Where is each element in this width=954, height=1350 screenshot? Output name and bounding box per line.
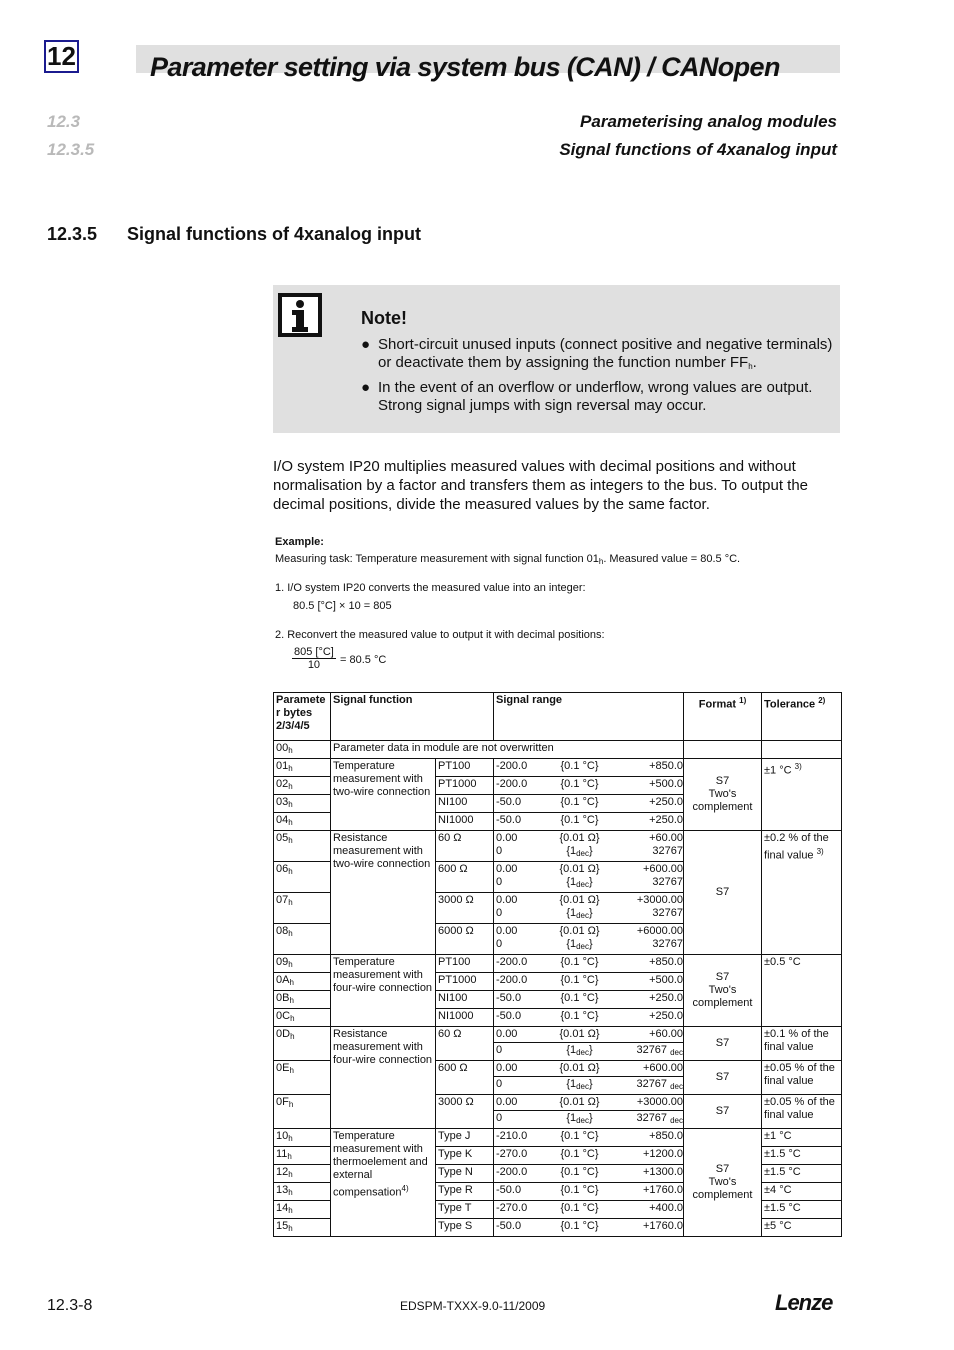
sensor-cell: 60 Ω [436,1027,494,1061]
section-number-1: 12.3 [47,112,81,131]
note-bullet-text-2: In the event of an overflow or underflow, wrong values are output. Strong signal jumps with sign reversal may occur. [378,379,813,414]
range-unit: {0.1 °C} [560,778,599,790]
range-cell [494,1165,684,1183]
range-min: 0.00 [496,925,518,937]
range-cell [494,759,684,777]
example-fraction [292,646,336,671]
range-cell [494,813,684,831]
range-min: 0.00 [496,1028,518,1040]
subscript-dec: dec [576,880,590,889]
fraction-numerator: 805 [°C] [294,646,334,658]
range-max: +1760.0 [642,1220,684,1232]
header-format [684,693,762,741]
param-cell: $11_h$ [274,1147,331,1165]
sensor-cell: PT1000 [436,777,494,795]
range-unit: {0.01 Ω} [559,832,600,844]
range-min: -50.0 [496,1184,522,1196]
range-unit: {0.01 Ω} [559,1028,600,1040]
sensor-cell: NI1000 [436,813,494,831]
header-tolerance-note: 2) [818,696,826,705]
range-unit: {0.01 Ω} [559,925,600,937]
format-cell: S7 [684,1027,762,1061]
param-cell: $14_h$ [274,1201,331,1219]
range-unit: {0.1 °C} [560,1010,599,1022]
subscript-h: h [288,929,293,938]
subscript-h: h [288,764,293,773]
page-title: Parameter setting via system bus (CAN) / CANopen [150,52,780,82]
subscript-dec: dec [576,1048,590,1057]
footer-doc-id: EDSPM-TXXX-9.0-11/2009 [400,1299,546,1313]
function-cell: Resistance measurement with two-wire connection [331,831,436,955]
range-cell [494,777,684,795]
range-max: +250.0 [649,1010,684,1022]
section-title-1: Parameterising analog modules [580,112,837,131]
range-unit: {0.1 °C} [560,1166,599,1178]
range-max: +850.0 [649,956,684,968]
subscript-h: h [288,1188,293,1197]
sensor-cell: 600 Ω [436,1061,494,1095]
range-unit: {0.01 Ω} [559,1096,600,1108]
range-line [496,1202,683,1215]
body-paragraph: I/O system IP20 multiplies measured values with decimal positions and without normalisation by a factor and transfers them as integers to the bus. To output the decimal positions, divide the measured values by the same factor. [273,458,809,513]
subscript-h: h [289,978,294,987]
range-cell [494,924,684,955]
sensor-cell: Type T [436,1201,494,1219]
range-line [496,1130,683,1143]
example-task: Measuring task: Temperature measurement with signal function $01_h$. Measured value = 80.5 °C. [275,553,741,566]
subscript-h: h [288,818,293,827]
subscript-h: h [288,898,293,907]
range-max: +1200.0 [642,1148,684,1160]
range-min: -200.0 [496,778,528,790]
param-cell: $0B_h$ [274,991,331,1009]
range-min: -200.0 [496,956,528,968]
table-row [274,741,842,759]
range-line [496,796,683,809]
range-cell [494,1219,684,1237]
header-tolerance-label: Tolerance [764,698,816,711]
range-unit: {0.1 °C} [560,760,599,772]
range-min: 0 [496,1112,503,1124]
param-cell: $13_h$ [274,1183,331,1201]
header-format-label: Format [698,698,737,711]
range-line-dec [496,938,683,953]
section-heading [47,224,421,245]
range-line [496,1010,683,1023]
range-cell [494,1201,684,1219]
sensor-cell: NI100 [436,991,494,1009]
chapter-number: 12 [44,40,79,73]
range-unit: $\{1_{dec}\}$ [566,845,593,858]
tolerance-cell: ±4 °C [762,1183,842,1201]
range-line [496,832,683,845]
range-max: +500.0 [649,778,684,790]
range-min: -50.0 [496,814,522,826]
range-unit: {0.01 Ω} [559,863,600,875]
range-line [496,1062,683,1075]
range-unit: $\{1_{dec}\}$ [566,876,593,889]
sensor-cell: 6000 Ω [436,924,494,955]
subscript-dec: dec [670,1048,684,1057]
subscript-h: h [288,1206,293,1215]
range-line [496,1184,683,1197]
range-unit: {0.1 °C} [560,1130,599,1142]
function-cell: Temperature measurement with two-wire connection [331,759,436,831]
range-min: -50.0 [496,1220,522,1232]
range-unit: {0.1 °C} [560,1184,599,1196]
subscript-h: h [288,782,293,791]
table-row [274,1129,842,1147]
param-cell: $0A_h$ [274,973,331,991]
example-step-2: 2. Reconvert the measured value to output it with decimal positions: [275,629,605,641]
range-max: +500.0 [649,974,684,986]
subscript-h: h [288,1134,293,1143]
subscript-h: h [288,960,293,969]
sensor-cell: 3000 Ω [436,1095,494,1129]
range-line [496,992,683,1005]
range-min: 0.00 [496,1062,518,1074]
sensor-cell: Type J [436,1129,494,1147]
param-cell: $00_h$ [274,741,331,759]
param-cell: $08_h$ [274,924,331,955]
header-format-note: 1) [739,696,747,705]
range-min: 0.00 [496,1096,518,1108]
tolerance-cell: ±1.5 °C [762,1147,842,1165]
range-line [496,1220,683,1233]
param-cell: $0D_h$ [274,1027,331,1061]
param-cell: $09_h$ [274,955,331,973]
example-step-1-formula: 80.5 [°C] × 10 = 805 [293,600,392,612]
info-icon [278,293,322,342]
subscript-dec: dec [576,942,590,951]
range-cell [494,1129,684,1147]
range-max: +250.0 [649,814,684,826]
sensor-cell: 600 Ω [436,862,494,893]
param-cell: $12_h$ [274,1165,331,1183]
sensor-cell: NI1000 [436,1009,494,1027]
range-unit: $\{1_{dec}\}$ [566,907,593,920]
range-cell [494,1095,684,1111]
subscript-h: h [288,746,293,755]
note-title: Note! [361,308,407,328]
range-cell [494,1009,684,1027]
range-line [496,760,683,773]
subscript-h: h [289,1066,294,1075]
param-cell: $0E_h$ [274,1061,331,1095]
range-line [496,1166,683,1179]
subscript-h: h [288,1224,293,1233]
example-step-1: 1. I/O system IP20 converts the measured value into an integer: [275,582,586,594]
sensor-cell: Type K [436,1147,494,1165]
range-min: 0 [496,1044,503,1056]
param-cell: $05_h$ [274,831,331,862]
range-cell [494,1027,684,1043]
range-cell [494,973,684,991]
param-cell: $06_h$ [274,862,331,893]
header-param: Paramete r bytes 2/3/4/5 [274,693,331,741]
range-cell [494,831,684,862]
subscript-h: h [287,1152,292,1161]
range-cell [494,1061,684,1077]
format-cell [684,741,762,759]
param-cell: $0C_h$ [274,1009,331,1027]
range-min: 0 [496,907,503,919]
range-min: 0 [496,845,503,857]
range-line-dec [496,1044,683,1059]
range-line-dec [496,1112,683,1127]
range-min: -50.0 [496,992,522,1004]
subscript-h: h [290,1032,295,1041]
range-line [496,894,683,907]
function-cell: Temperature measurement with four-wire connection [331,955,436,1027]
range-unit: $\{1_{dec}\}$ [566,1078,593,1091]
range-max: +1300.0 [642,1166,684,1178]
subscript-dec: dec [576,1082,590,1091]
function-note: 4) [401,1184,409,1193]
tolerance-note: 3) [794,762,802,771]
range-max: +850.0 [649,1130,684,1142]
range-unit: {0.1 °C} [560,1220,599,1232]
range-min: 0 [496,876,503,888]
range-unit: {0.1 °C} [560,956,599,968]
function-cell: Temperature measurement with thermoelement and external compensation$^{4)}$ [331,1129,436,1237]
range-max: +1760.0 [642,1184,684,1196]
range-max: +600.00 [642,1062,684,1074]
fraction-result: = 80.5 °C [340,654,387,666]
range-max: +3000.00 [636,894,684,906]
format-cell: S7 Two's complement [684,1129,762,1237]
note-list [361,336,833,418]
range-max: 32767 [652,845,684,857]
tolerance-cell: ±1 °C [762,1129,842,1147]
table-row [274,955,842,973]
range-max: 32767 $_{dec}$ [636,1112,684,1125]
function-cell: Resistance measurement with four-wire connection [331,1027,436,1129]
footer-page-number: 12.3-8 [47,1297,93,1314]
sensor-cell: PT1000 [436,973,494,991]
sensor-cell: PT100 [436,759,494,777]
param-cell: $15_h$ [274,1219,331,1237]
range-line-dec [496,907,683,922]
subscript-h: h [288,1170,293,1179]
note-bullet-1: ● Short-circuit unused inputs (connect positive and negative terminals) or deactivate them by assigning the function number $FF_h$. [361,336,833,371]
range-max: 32767 [652,876,684,888]
range-cell [494,1183,684,1201]
section-number-2: 12.3.5 [47,140,95,159]
range-max: +6000.00 [636,925,684,937]
tolerance-cell: ±1 °C $^{3)}$ [762,759,842,831]
range-max: +250.0 [649,796,684,808]
range-min: -270.0 [496,1148,528,1160]
range-max: 32767 $_{dec}$ [636,1078,684,1091]
subscript-h: h [748,362,753,371]
range-line [496,778,683,791]
format-cell: S7 [684,1095,762,1129]
sensor-cell: PT100 [436,955,494,973]
subscript-dec: dec [670,1082,684,1091]
range-max: 32767 $_{dec}$ [636,1044,684,1057]
tolerance-cell: ±0.2 % of the final value $^{3)}$ [762,831,842,955]
format-cell: S7 Two's complement [684,955,762,1027]
range-line-dec [496,876,683,891]
range-min: -200.0 [496,760,528,772]
param-cell: $03_h$ [274,795,331,813]
range-cell [494,862,684,893]
table-header-row [274,693,842,741]
sensor-cell: Type S [436,1219,494,1237]
sensor-cell: 60 Ω [436,831,494,862]
subscript-dec: dec [670,1116,684,1125]
range-unit: {0.01 Ω} [559,1062,600,1074]
sensor-cell: NI100 [436,795,494,813]
range-min: -210.0 [496,1130,528,1142]
range-line [496,956,683,969]
table-row [274,831,842,862]
range-max: 32767 [652,907,684,919]
range-cell [494,795,684,813]
range-min: 0.00 [496,863,518,875]
range-line-dec [496,1078,683,1093]
function-cell: Parameter data in module are not overwritten [331,741,684,759]
subscript-h: h [288,867,293,876]
range-unit: {0.1 °C} [560,814,599,826]
tolerance-cell: ±5 °C [762,1219,842,1237]
range-min: -50.0 [496,1010,522,1022]
range-max: +400.0 [649,1202,684,1214]
param-cell: $02_h$ [274,777,331,795]
subscript-h: h [288,800,293,809]
param-cell: $07_h$ [274,893,331,924]
subscript-h: h [288,1100,294,1109]
table-row [274,759,842,777]
param-cell: $0F_h$ [274,1095,331,1129]
range-cell [494,991,684,1009]
range-unit: {0.01 Ω} [559,894,600,906]
range-cell [494,1147,684,1165]
subscript-dec: dec [576,911,590,920]
range-min: -50.0 [496,796,522,808]
tolerance-note: 3) [816,847,824,856]
range-unit: {0.1 °C} [560,1202,599,1214]
range-unit: {0.1 °C} [560,1148,599,1160]
range-min: 0.00 [496,894,518,906]
range-min: 0 [496,938,503,950]
range-line [496,925,683,938]
range-line [496,1028,683,1041]
format-cell: S7 Two's complement [684,759,762,831]
subscript-h: h [288,836,293,845]
tolerance-cell: ±0.1 % of the final value [762,1027,842,1061]
subscript-h: h [598,557,604,566]
header-tolerance [762,693,842,741]
tolerance-cell: ±0.05 % of the final value [762,1061,842,1095]
table-row [274,1027,842,1043]
tolerance-cell: ±0.05 % of the final value [762,1095,842,1129]
range-unit: {0.1 °C} [560,974,599,986]
range-max: 32767 [652,938,684,950]
range-line [496,814,683,827]
subscript-dec: dec [576,849,590,858]
range-min: 0 [496,1078,503,1090]
range-min: -200.0 [496,974,528,986]
note-bullet-2: ● In the event of an overflow or underflow, wrong values are output. Strong signal jumps with sign reversal may occur. [361,379,813,414]
sensor-cell: Type N [436,1165,494,1183]
tolerance-cell: ±1.5 °C [762,1201,842,1219]
range-cell [494,1077,684,1095]
range-max: +60.00 [649,832,684,844]
heading-number: 12.3.5 [47,224,98,244]
range-max: +850.0 [649,760,684,772]
range-max: +250.0 [649,992,684,1004]
sensor-cell: 3000 Ω [436,893,494,924]
range-cell [494,955,684,973]
param-cell: $01_h$ [274,759,331,777]
lenze-logo: Lenze [775,1290,833,1315]
subscript-dec: dec [576,1116,590,1125]
format-cell: S7 [684,831,762,955]
example-label: Example: [275,536,324,548]
range-unit: $\{1_{dec}\}$ [566,1112,593,1125]
range-line [496,863,683,876]
signal-function-table [273,692,842,1237]
range-line [496,1148,683,1161]
tolerance-cell: ±1.5 °C [762,1165,842,1183]
note-bullet-text-1: Short-circuit unused inputs (connect positive and negative terminals) or deactivate them by assigning the function number $FF_h$. [378,336,833,371]
range-line-dec [496,845,683,860]
range-unit: {0.1 °C} [560,796,599,808]
subscript-h: h [289,996,294,1005]
fraction-denominator: 10 [307,659,321,671]
range-line [496,1096,683,1109]
range-max: +60.00 [649,1028,684,1040]
heading-title: Signal functions of 4xanalog input [127,224,422,244]
range-max: +600.00 [642,863,684,875]
tolerance-cell: ±0.5 °C [762,955,842,1027]
param-cell: $10_h$ [274,1129,331,1147]
section-title-2: Signal functions of 4xanalog input [559,140,837,159]
range-cell [494,1043,684,1061]
range-line [496,974,683,987]
range-min: -200.0 [496,1166,528,1178]
range-max: +3000.00 [636,1096,684,1108]
range-unit: $\{1_{dec}\}$ [566,938,593,951]
param-cell: $04_h$ [274,813,331,831]
header-range: Signal range [494,693,684,741]
tolerance-cell [762,741,842,759]
range-cell [494,1111,684,1129]
format-cell: S7 [684,1061,762,1095]
sensor-cell: Type R [436,1183,494,1201]
range-min: -270.0 [496,1202,528,1214]
range-unit: $\{1_{dec}\}$ [566,1044,593,1057]
range-cell [494,893,684,924]
range-unit: {0.1 °C} [560,992,599,1004]
header-function: Signal function [331,693,494,741]
range-min: 0.00 [496,832,518,844]
subscript-h: h [290,1014,295,1023]
